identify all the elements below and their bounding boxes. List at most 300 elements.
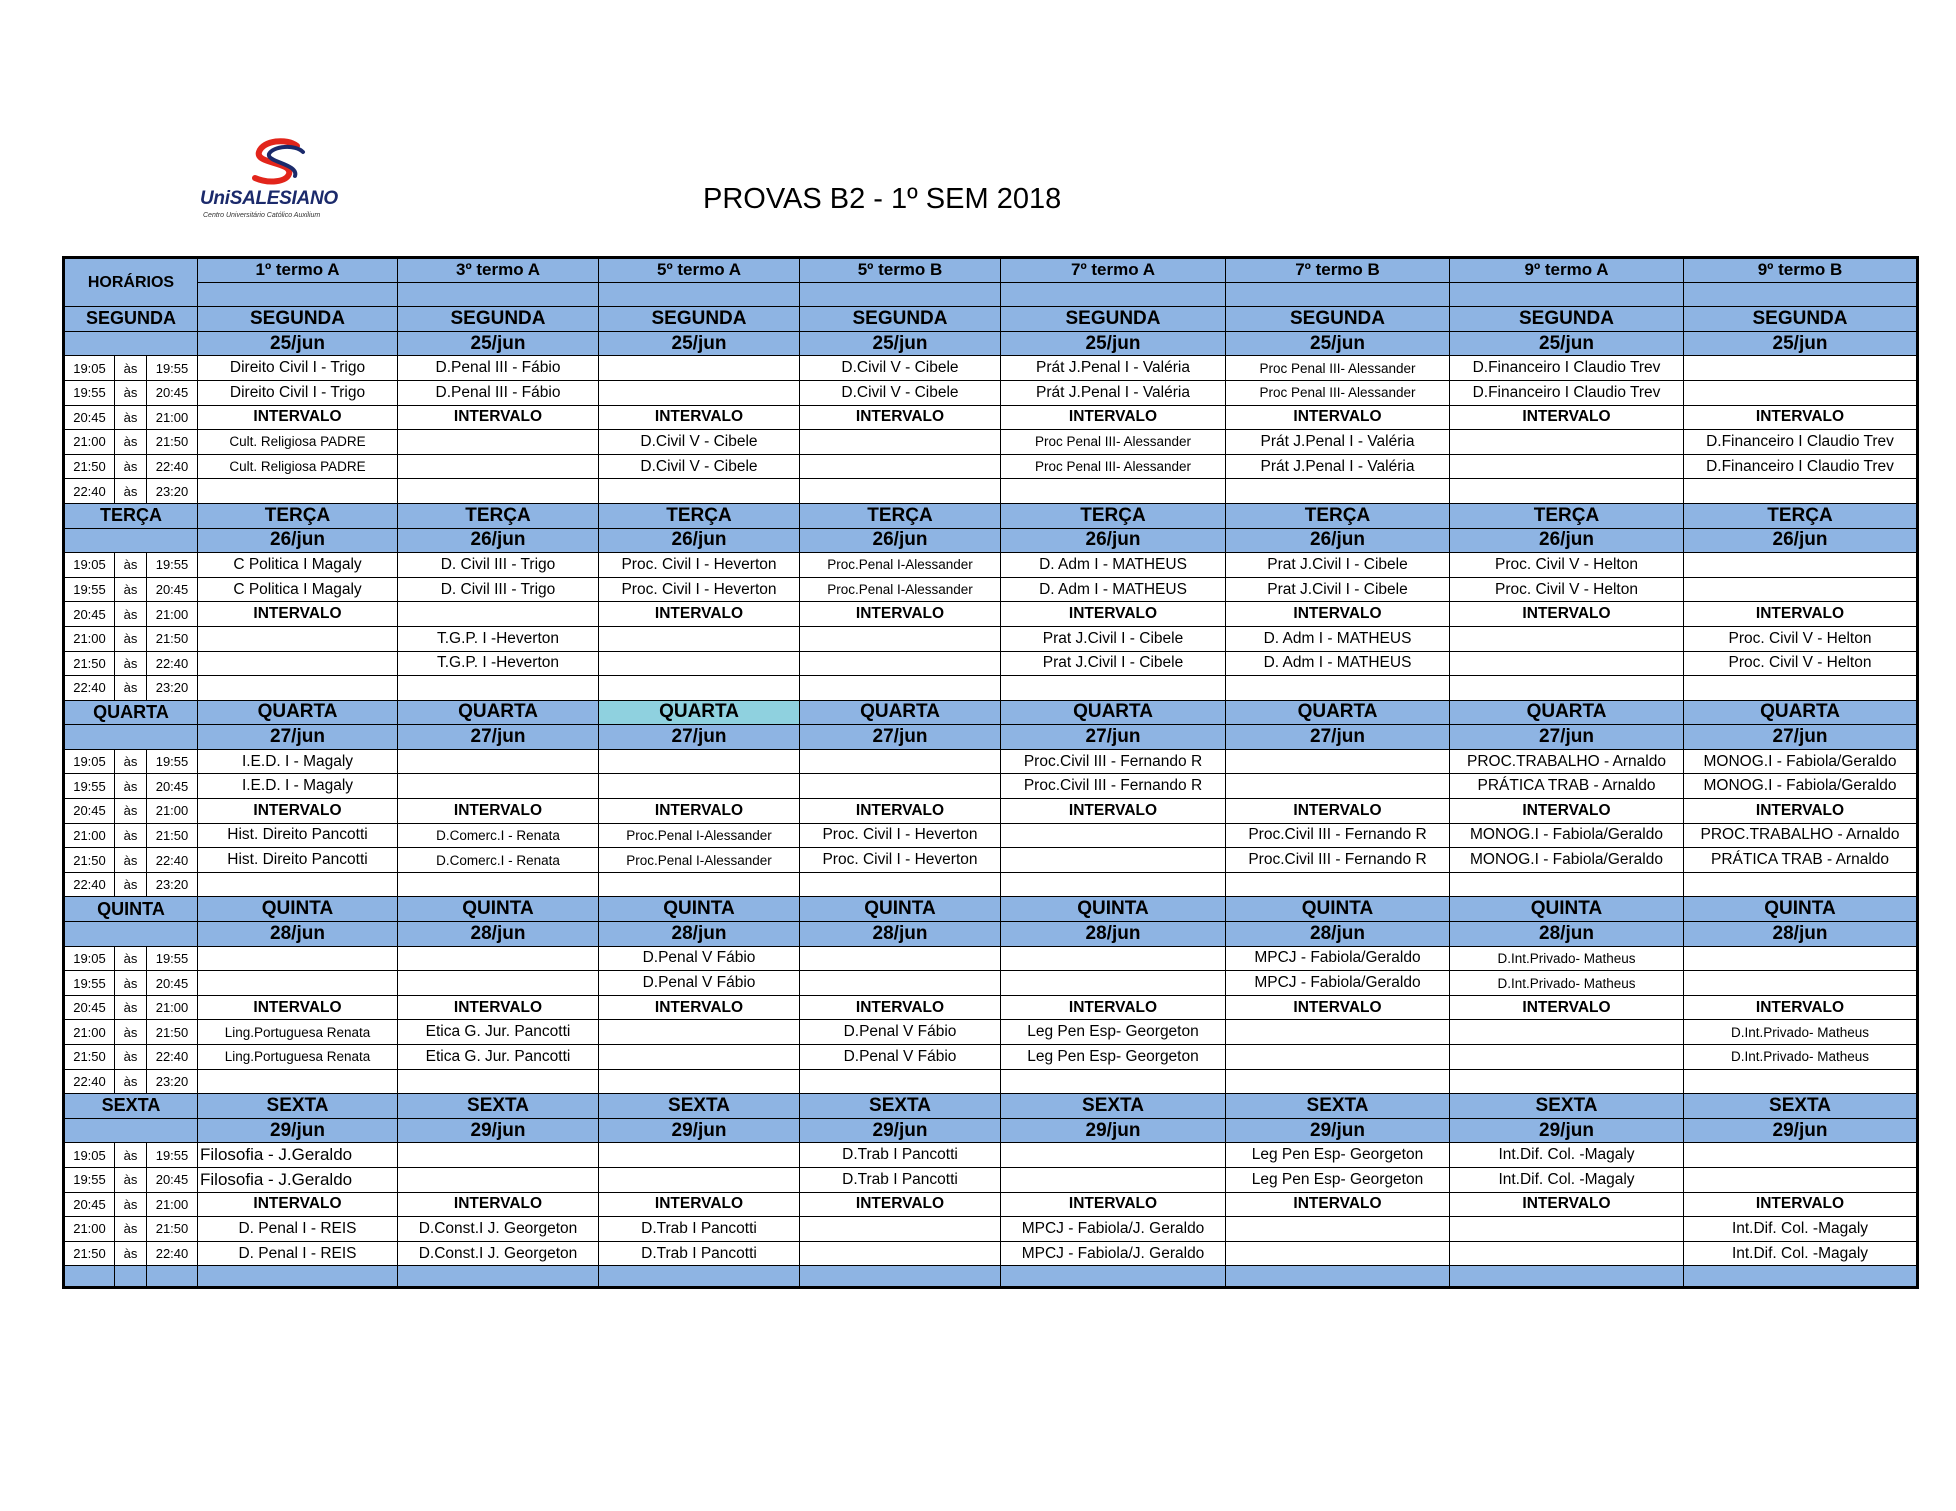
exam-cell: INTERVALO [198, 405, 398, 430]
exam-cell: INTERVALO [398, 995, 599, 1020]
day-name-cell: SEXTA [1684, 1094, 1918, 1119]
end-time: 20:45 [147, 971, 198, 996]
exam-cell [1684, 356, 1918, 381]
exam-cell: D. Penal I - REIS [198, 1241, 398, 1266]
start-time: 20:45 [64, 799, 115, 824]
footer-cell [198, 1266, 398, 1288]
exam-cell [398, 1069, 599, 1094]
exam-cell [599, 1045, 800, 1070]
exam-cell [398, 430, 599, 455]
date-cell: 27/jun [1001, 725, 1226, 750]
exam-cell: Filosofia - J.Geraldo [198, 1167, 398, 1192]
footer-cell [1001, 1266, 1226, 1288]
column-header-spacer [800, 282, 1001, 307]
column-header-spacer [1450, 282, 1684, 307]
exam-cell: Cult. Religiosa PADRE [198, 430, 398, 455]
day-name-cell: SEGUNDA [1450, 307, 1684, 332]
exam-cell [398, 946, 599, 971]
as-label: às [115, 1045, 147, 1070]
exam-cell [1226, 872, 1450, 897]
end-time: 21:00 [147, 995, 198, 1020]
exam-cell: D.Int.Privado- Matheus [1684, 1045, 1918, 1070]
day-name-cell: SEXTA [1226, 1094, 1450, 1119]
date-spacer [64, 528, 198, 553]
start-time: 19:55 [64, 577, 115, 602]
date-spacer [64, 725, 198, 750]
exam-cell: INTERVALO [1450, 799, 1684, 824]
exam-cell: MONOG.I - Fabiola/Geraldo [1450, 848, 1684, 873]
exam-cell [398, 774, 599, 799]
exam-cell [800, 430, 1001, 455]
date-spacer [64, 922, 198, 947]
exam-cell: D. Adm I - MATHEUS [1226, 651, 1450, 676]
start-time: 22:40 [64, 1069, 115, 1094]
exam-cell [800, 946, 1001, 971]
day-name-cell: TERÇA [198, 503, 398, 528]
start-time: 21:00 [64, 823, 115, 848]
exam-cell: T.G.P. I -Heverton [398, 626, 599, 651]
exam-cell: INTERVALO [198, 602, 398, 627]
exam-cell [1001, 872, 1226, 897]
logo-swoosh-icon [245, 138, 315, 188]
date-cell: 28/jun [800, 922, 1001, 947]
exam-cell [1001, 971, 1226, 996]
start-time: 21:50 [64, 848, 115, 873]
time-slot-row [64, 430, 1918, 455]
exam-cell [198, 676, 398, 701]
as-label: às [115, 774, 147, 799]
day-name-cell: SEGUNDA [800, 307, 1001, 332]
exam-cell: INTERVALO [599, 602, 800, 627]
horarios-header: HORÁRIOS [64, 258, 198, 307]
exam-cell: INTERVALO [800, 405, 1001, 430]
exam-cell [599, 479, 800, 504]
exam-cell: D.Financeiro I Claudio Trev [1450, 380, 1684, 405]
date-cell: 29/jun [1001, 1118, 1226, 1143]
exam-cell: Leg Pen Esp- Georgeton [1226, 1143, 1450, 1168]
start-time: 19:55 [64, 1167, 115, 1192]
end-time: 20:45 [147, 774, 198, 799]
exam-cell: D. Adm I - MATHEUS [1001, 553, 1226, 578]
exam-cell: MONOG.I - Fabiola/Geraldo [1684, 749, 1918, 774]
exam-cell: INTERVALO [1001, 602, 1226, 627]
date-row [64, 528, 1918, 553]
exam-cell: Proc.Civil III - Fernando R [1001, 749, 1226, 774]
exam-cell [1684, 872, 1918, 897]
time-slot-row [64, 1020, 1918, 1045]
day-name-label: QUINTA [64, 897, 198, 922]
start-time: 21:50 [64, 651, 115, 676]
exam-cell [1450, 676, 1684, 701]
start-time: 19:05 [64, 749, 115, 774]
date-row [64, 331, 1918, 356]
as-label: às [115, 602, 147, 627]
exam-cell: MPCJ - Fabiola/Geraldo [1226, 971, 1450, 996]
exam-cell [198, 872, 398, 897]
exam-cell: INTERVALO [599, 799, 800, 824]
exam-cell [1226, 1217, 1450, 1242]
exam-cell: D.Int.Privado- Matheus [1684, 1020, 1918, 1045]
exam-cell [1684, 676, 1918, 701]
exam-cell: D. Adm I - MATHEUS [1001, 577, 1226, 602]
exam-cell: INTERVALO [599, 1192, 800, 1217]
exam-cell [1226, 749, 1450, 774]
exam-cell: D.Civil V - Cibele [800, 380, 1001, 405]
footer-cell [1226, 1266, 1450, 1288]
exam-cell [1450, 1241, 1684, 1266]
exam-cell: INTERVALO [599, 995, 800, 1020]
exam-cell: D.Int.Privado- Matheus [1450, 946, 1684, 971]
exam-cell: Prát J.Penal I - Valéria [1226, 430, 1450, 455]
column-header-spacer [599, 282, 800, 307]
as-label: às [115, 1143, 147, 1168]
as-label: às [115, 1069, 147, 1094]
exam-cell: PROC.TRABALHO - Arnaldo [1684, 823, 1918, 848]
exam-cell [398, 479, 599, 504]
date-cell: 29/jun [1226, 1118, 1450, 1143]
footer-cell [398, 1266, 599, 1288]
end-time: 22:40 [147, 1045, 198, 1070]
day-name-label: SEGUNDA [64, 307, 198, 332]
date-cell: 25/jun [599, 331, 800, 356]
exam-cell [800, 454, 1001, 479]
end-time: 22:40 [147, 848, 198, 873]
time-slot-row [64, 602, 1918, 627]
as-label: às [115, 971, 147, 996]
exam-cell: Proc Penal III- Alessander [1226, 356, 1450, 381]
column-header-spacer [1001, 282, 1226, 307]
exam-cell: D.Financeiro I Claudio Trev [1684, 454, 1918, 479]
exam-cell [398, 971, 599, 996]
exam-cell: Prat J.Civil I - Cibele [1226, 553, 1450, 578]
date-cell: 27/jun [1684, 725, 1918, 750]
time-slot-row [64, 1167, 1918, 1192]
date-cell: 29/jun [800, 1118, 1001, 1143]
time-slot-row [64, 1192, 1918, 1217]
exam-cell: Proc Penal III- Alessander [1001, 430, 1226, 455]
end-time: 19:55 [147, 749, 198, 774]
time-slot-row [64, 577, 1918, 602]
day-name-cell: QUINTA [1226, 897, 1450, 922]
exam-cell: Leg Pen Esp- Georgeton [1001, 1045, 1226, 1070]
date-cell: 26/jun [599, 528, 800, 553]
exam-cell [800, 651, 1001, 676]
exam-cell [398, 872, 599, 897]
day-name-cell: QUINTA [1450, 897, 1684, 922]
day-row [64, 700, 1918, 725]
exam-cell [599, 676, 800, 701]
day-name-cell: SEGUNDA [599, 307, 800, 332]
exam-cell: INTERVALO [1684, 405, 1918, 430]
header-spacer-row [64, 282, 1918, 307]
exam-cell: PRÁTICA TRAB - Arnaldo [1684, 848, 1918, 873]
exam-cell: INTERVALO [1450, 405, 1684, 430]
end-time: 19:55 [147, 356, 198, 381]
time-slot-row [64, 848, 1918, 873]
exam-cell [1684, 971, 1918, 996]
exam-cell [1226, 479, 1450, 504]
day-name-cell: TERÇA [1001, 503, 1226, 528]
as-label: às [115, 577, 147, 602]
start-time: 22:40 [64, 872, 115, 897]
exam-cell: D.Penal III - Fábio [398, 356, 599, 381]
exam-cell: INTERVALO [398, 1192, 599, 1217]
footer-cell [599, 1266, 800, 1288]
date-cell: 25/jun [1226, 331, 1450, 356]
date-cell: 26/jun [800, 528, 1001, 553]
exam-cell: Direito Civil I - Trigo [198, 380, 398, 405]
exam-cell [398, 602, 599, 627]
exam-cell [1001, 823, 1226, 848]
day-row [64, 1094, 1918, 1119]
date-spacer [64, 331, 198, 356]
exam-cell: D.Comerc.I - Renata [398, 848, 599, 873]
date-cell: 26/jun [398, 528, 599, 553]
start-time: 19:05 [64, 1143, 115, 1168]
time-slot-row [64, 946, 1918, 971]
exam-cell: MPCJ - Fabiola/Geraldo [1226, 946, 1450, 971]
as-label: às [115, 1167, 147, 1192]
exam-cell: D. Adm I - MATHEUS [1226, 626, 1450, 651]
date-cell: 27/jun [599, 725, 800, 750]
exam-cell [800, 676, 1001, 701]
exam-cell [398, 749, 599, 774]
exam-cell: Int.Dif. Col. -Magaly [1450, 1167, 1684, 1192]
exam-cell [1001, 848, 1226, 873]
exam-cell [1450, 872, 1684, 897]
column-header: 9º termo B [1684, 258, 1918, 283]
exam-cell: Proc.Penal I-Alessander [599, 823, 800, 848]
date-cell: 27/jun [800, 725, 1001, 750]
logo-subtitle: Centro Universitário Católico Auxilium [203, 212, 321, 219]
end-time: 21:50 [147, 823, 198, 848]
as-label: às [115, 823, 147, 848]
day-name-label: TERÇA [64, 503, 198, 528]
exam-cell: Proc Penal III- Alessander [1226, 380, 1450, 405]
start-time: 19:05 [64, 553, 115, 578]
exam-cell: Int.Dif. Col. -Magaly [1684, 1241, 1918, 1266]
time-slot-row [64, 971, 1918, 996]
exam-cell: Proc.Civil III - Fernando R [1001, 774, 1226, 799]
day-name-cell: QUARTA [599, 700, 800, 725]
as-label: às [115, 848, 147, 873]
day-name-cell: QUARTA [198, 700, 398, 725]
exam-cell: MONOG.I - Fabiola/Geraldo [1450, 823, 1684, 848]
day-name-cell: SEXTA [1001, 1094, 1226, 1119]
day-name-cell: QUARTA [800, 700, 1001, 725]
date-cell: 25/jun [398, 331, 599, 356]
end-time: 21:00 [147, 405, 198, 430]
exam-cell: D.Const.I J. Georgeton [398, 1241, 599, 1266]
as-label: às [115, 430, 147, 455]
day-name-cell: SEGUNDA [398, 307, 599, 332]
exam-cell: D. Civil III - Trigo [398, 553, 599, 578]
footer-cell [147, 1266, 198, 1288]
exam-cell [800, 971, 1001, 996]
exam-cell: D.Trab I Pancotti [800, 1167, 1001, 1192]
exam-cell: PROC.TRABALHO - Arnaldo [1450, 749, 1684, 774]
exam-cell: INTERVALO [1450, 1192, 1684, 1217]
exam-cell: INTERVALO [1226, 1192, 1450, 1217]
column-header: 7º termo B [1226, 258, 1450, 283]
exam-cell: INTERVALO [398, 405, 599, 430]
exam-cell: Leg Pen Esp- Georgeton [1001, 1020, 1226, 1045]
column-header-spacer [1684, 282, 1918, 307]
header-row [64, 258, 1918, 283]
as-label: às [115, 946, 147, 971]
exam-cell [1450, 430, 1684, 455]
end-time: 20:45 [147, 577, 198, 602]
date-cell: 28/jun [599, 922, 800, 947]
exam-cell [1226, 1020, 1450, 1045]
day-row [64, 503, 1918, 528]
exam-cell: Prat J.Civil I - Cibele [1001, 651, 1226, 676]
exam-cell [599, 774, 800, 799]
exam-cell: Proc. Civil V - Helton [1450, 553, 1684, 578]
exam-cell: D.Financeiro I Claudio Trev [1450, 356, 1684, 381]
exam-cell: Proc. Civil V - Helton [1450, 577, 1684, 602]
end-time: 21:00 [147, 1192, 198, 1217]
exam-cell: INTERVALO [398, 799, 599, 824]
exam-cell [1001, 1069, 1226, 1094]
date-cell: 28/jun [1450, 922, 1684, 947]
exam-cell [198, 479, 398, 504]
as-label: às [115, 1241, 147, 1266]
day-name-cell: SEXTA [800, 1094, 1001, 1119]
time-slot-row [64, 1143, 1918, 1168]
start-time: 19:55 [64, 774, 115, 799]
footer-cell [64, 1266, 115, 1288]
footer-cell [115, 1266, 147, 1288]
exam-cell: MPCJ - Fabiola/J. Geraldo [1001, 1217, 1226, 1242]
day-name-cell: QUARTA [1684, 700, 1918, 725]
exam-cell: INTERVALO [198, 799, 398, 824]
end-time: 21:50 [147, 430, 198, 455]
date-cell: 28/jun [198, 922, 398, 947]
time-slot-row [64, 454, 1918, 479]
exam-cell [1450, 454, 1684, 479]
exam-cell: Prát J.Penal I - Valéria [1226, 454, 1450, 479]
day-name-cell: TERÇA [599, 503, 800, 528]
column-header: 3º termo A [398, 258, 599, 283]
start-time: 19:05 [64, 356, 115, 381]
day-name-cell: SEGUNDA [1001, 307, 1226, 332]
exam-cell: I.E.D. I - Magaly [198, 749, 398, 774]
start-time: 20:45 [64, 405, 115, 430]
date-cell: 25/jun [1450, 331, 1684, 356]
day-name-label: QUARTA [64, 700, 198, 725]
exam-cell [599, 626, 800, 651]
exam-cell [1684, 1167, 1918, 1192]
exam-cell [1450, 1069, 1684, 1094]
exam-cell [1226, 1241, 1450, 1266]
time-slot-row [64, 380, 1918, 405]
date-cell: 29/jun [198, 1118, 398, 1143]
exam-cell [1450, 1217, 1684, 1242]
exam-cell: Proc.Penal I-Alessander [599, 848, 800, 873]
exam-cell: Proc.Penal I-Alessander [800, 553, 1001, 578]
end-time: 19:55 [147, 1143, 198, 1168]
day-name-cell: QUINTA [398, 897, 599, 922]
as-label: às [115, 799, 147, 824]
as-label: às [115, 872, 147, 897]
exam-cell: INTERVALO [800, 602, 1001, 627]
exam-cell [1450, 651, 1684, 676]
date-cell: 29/jun [398, 1118, 599, 1143]
exam-cell: Cult. Religiosa PADRE [198, 454, 398, 479]
exam-cell [800, 1217, 1001, 1242]
exam-cell [198, 626, 398, 651]
time-slot-row [64, 1045, 1918, 1070]
exam-cell: D. Penal I - REIS [198, 1217, 398, 1242]
date-row [64, 1118, 1918, 1143]
date-cell: 27/jun [398, 725, 599, 750]
end-time: 20:45 [147, 1167, 198, 1192]
footer-row [64, 1266, 1918, 1288]
day-name-cell: TERÇA [1450, 503, 1684, 528]
start-time: 21:00 [64, 1217, 115, 1242]
time-slot-row [64, 774, 1918, 799]
exam-cell: D.Penal V Fábio [800, 1045, 1001, 1070]
time-slot-row [64, 553, 1918, 578]
footer-cell [800, 1266, 1001, 1288]
exam-cell [1684, 380, 1918, 405]
exam-cell: Proc.Civil III - Fernando R [1226, 823, 1450, 848]
date-cell: 26/jun [1684, 528, 1918, 553]
time-slot-row [64, 749, 1918, 774]
exam-cell: Proc. Civil I - Heverton [800, 823, 1001, 848]
exam-cell: Ling.Portuguesa Renata [198, 1020, 398, 1045]
exam-cell: D.Financeiro I Claudio Trev [1684, 430, 1918, 455]
footer-cell [1684, 1266, 1918, 1288]
date-cell: 27/jun [198, 725, 398, 750]
exam-cell: INTERVALO [1226, 995, 1450, 1020]
column-header: 1º termo A [198, 258, 398, 283]
exam-cell: T.G.P. I -Heverton [398, 651, 599, 676]
logo-name: UniSALESIANO [200, 188, 338, 209]
day-name-cell: TERÇA [1684, 503, 1918, 528]
exam-cell: Proc.Penal I-Alessander [800, 577, 1001, 602]
exam-cell: Etica G. Jur. Pancotti [398, 1020, 599, 1045]
exam-cell [800, 626, 1001, 651]
end-time: 23:20 [147, 872, 198, 897]
day-name-cell: QUINTA [198, 897, 398, 922]
column-header-spacer [198, 282, 398, 307]
exam-cell [599, 1020, 800, 1045]
exam-cell: INTERVALO [599, 405, 800, 430]
day-row [64, 307, 1918, 332]
footer-cell [1450, 1266, 1684, 1288]
exam-cell: INTERVALO [1684, 602, 1918, 627]
time-slot-row [64, 799, 1918, 824]
day-name-cell: SEXTA [599, 1094, 800, 1119]
end-time: 19:55 [147, 553, 198, 578]
time-slot-row [64, 405, 1918, 430]
exam-cell [1001, 1143, 1226, 1168]
exam-cell [800, 749, 1001, 774]
exam-cell: INTERVALO [198, 1192, 398, 1217]
as-label: às [115, 479, 147, 504]
time-slot-row [64, 995, 1918, 1020]
exam-cell: MPCJ - Fabiola/J. Geraldo [1001, 1241, 1226, 1266]
exam-cell: PRÁTICA TRAB - Arnaldo [1450, 774, 1684, 799]
exam-cell: Int.Dif. Col. -Magaly [1450, 1143, 1684, 1168]
exam-cell [1450, 479, 1684, 504]
date-cell: 26/jun [198, 528, 398, 553]
day-name-cell: TERÇA [800, 503, 1001, 528]
exam-cell [599, 1167, 800, 1192]
as-label: às [115, 1192, 147, 1217]
